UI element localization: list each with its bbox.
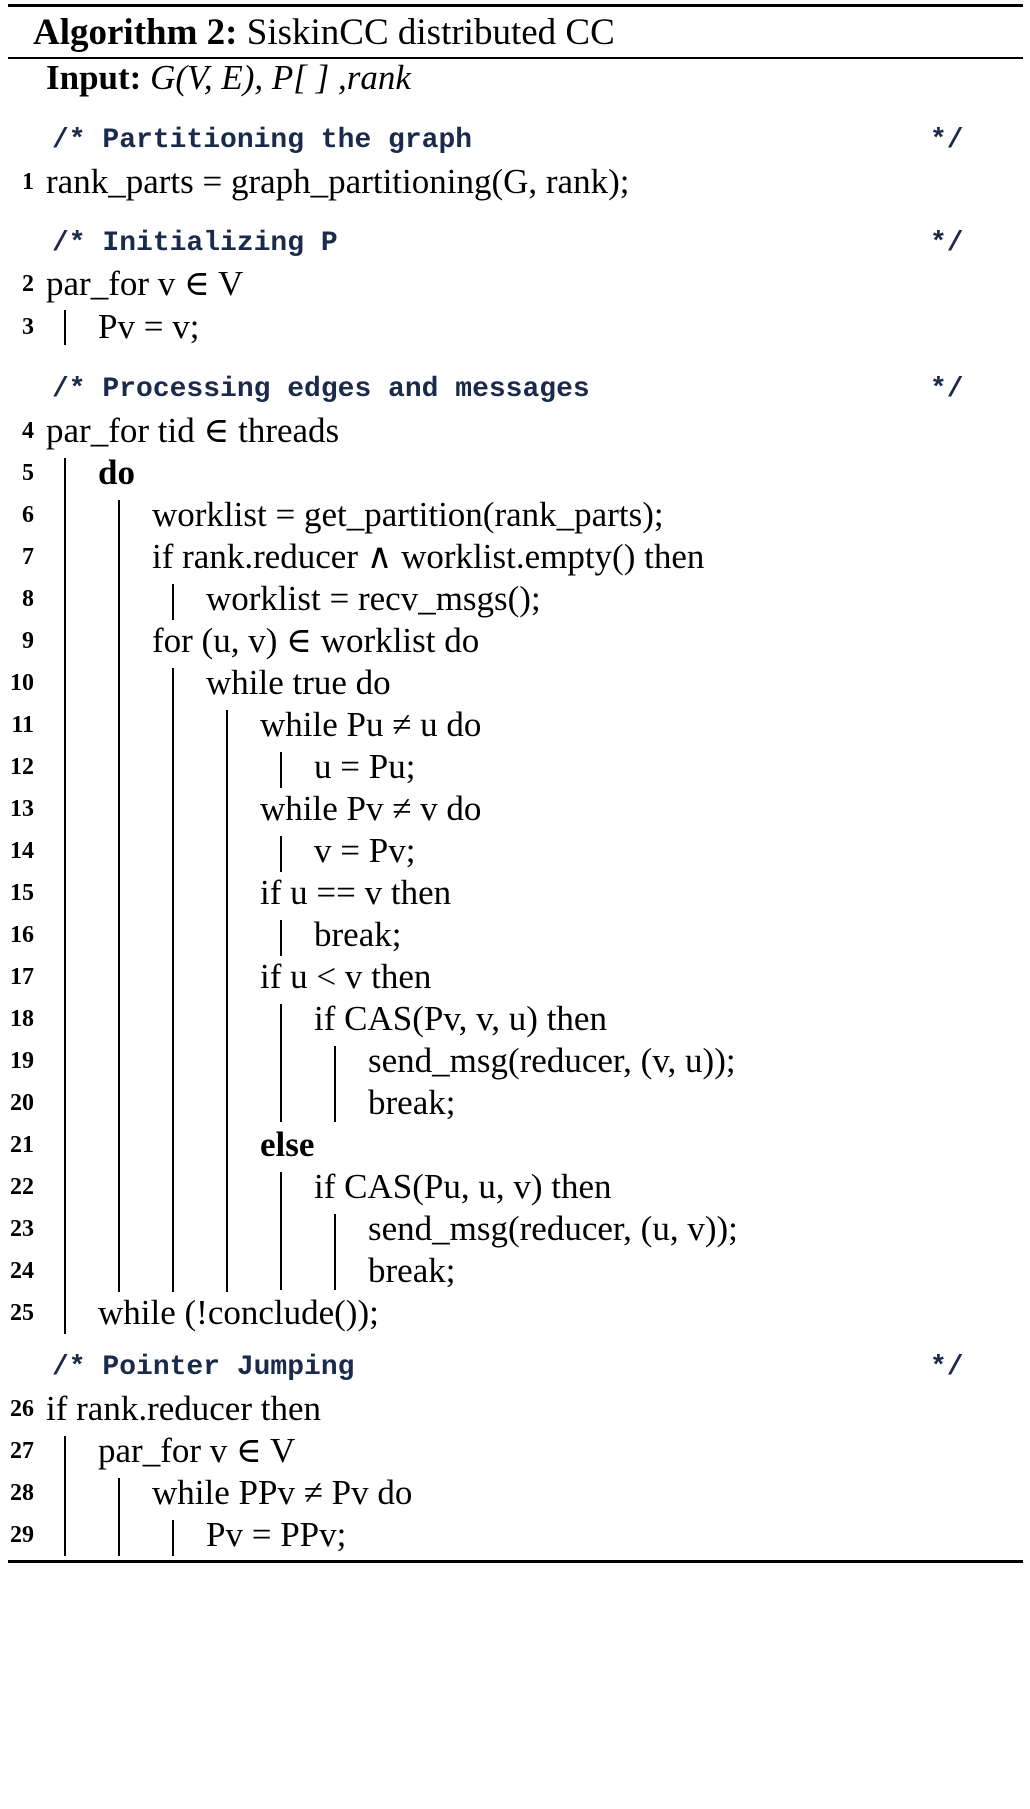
line-text: v = Pv; — [314, 831, 416, 870]
line-number: 12 — [10, 754, 34, 780]
line-text: break; — [314, 915, 402, 954]
line-number: 18 — [10, 1006, 34, 1032]
block-bar — [280, 836, 282, 872]
line-number: 5 — [22, 460, 34, 486]
line-number: 13 — [10, 796, 34, 822]
block-bar — [334, 1214, 336, 1290]
block-bar — [118, 1478, 120, 1556]
algorithm-title — [33, 8, 615, 58]
block-bar — [172, 584, 174, 620]
top-rule — [8, 4, 1023, 7]
block-bar — [280, 752, 282, 788]
line-number: 26 — [10, 1396, 34, 1422]
line-number: 20 — [10, 1090, 34, 1116]
line-text: worklist = recv_msgs(); — [206, 579, 541, 618]
block-bar — [280, 1004, 282, 1122]
comment-end: */ — [930, 125, 964, 156]
line-text: do — [98, 453, 135, 492]
line-number: 17 — [10, 964, 34, 990]
comment-end: */ — [930, 374, 964, 405]
line-text: while Pu ≠ u do — [260, 705, 482, 744]
line-number: 3 — [22, 314, 34, 340]
line-number: 4 — [22, 418, 34, 444]
line-text: if rank.reducer then — [46, 1389, 321, 1428]
line-number: 8 — [22, 586, 34, 612]
block-bar — [64, 310, 66, 345]
line-text: while true do — [206, 663, 391, 702]
line-text: while Pv ≠ v do — [260, 789, 482, 828]
line-number: 1 — [22, 169, 34, 195]
line-text: send_msg(reducer, (v, u)); — [368, 1041, 736, 1080]
line-text: if rank.reducer ∧ worklist.empty() then — [152, 537, 705, 576]
line-text: Pv = v; — [98, 307, 200, 346]
block-bar — [226, 710, 228, 1292]
block-bar — [280, 1172, 282, 1290]
line-number: 11 — [11, 712, 34, 738]
line-number: 21 — [10, 1132, 34, 1158]
line-text: Pv = PPv; — [206, 1515, 347, 1554]
line-number: 24 — [10, 1258, 34, 1284]
line-text: if u < v then — [260, 957, 432, 996]
input-label: Input: — [46, 58, 142, 97]
line-text: break; — [368, 1083, 456, 1122]
block-bar — [172, 668, 174, 1292]
line-number: 23 — [10, 1216, 34, 1242]
comment-partitioning: /* Partitioning the graph — [52, 125, 473, 156]
line-text: par_for tid ∈ threads — [46, 411, 340, 450]
line-number: 6 — [22, 502, 34, 528]
line-text: if CAS(Pu, u, v) then — [314, 1167, 612, 1206]
line-text: u = Pu; — [314, 747, 416, 786]
comment-end: */ — [930, 228, 964, 259]
line-text: send_msg(reducer, (u, v)); — [368, 1209, 738, 1248]
line-text: rank_parts = graph_partitioning(G, rank); — [46, 162, 630, 201]
line-text: if CAS(Pv, v, u) then — [314, 999, 607, 1038]
block-bar — [334, 1046, 336, 1122]
line-number: 25 — [10, 1300, 34, 1326]
block-bar — [118, 500, 120, 1292]
line-text: worklist = get_partition(rank_parts); — [152, 495, 664, 534]
comment-initializing: /* Initializing P — [52, 228, 338, 259]
line-number: 14 — [10, 838, 34, 864]
comment-pointer-jumping: /* Pointer Jumping — [52, 1352, 355, 1383]
line-text: if u == v then — [260, 873, 452, 912]
input-value: G(V, E), P[ ] ,rank — [150, 58, 411, 97]
line-number: 28 — [10, 1480, 34, 1506]
line-text: for (u, v) ∈ worklist do — [152, 621, 480, 660]
line-number: 29 — [10, 1522, 34, 1548]
comment-processing: /* Processing edges and messages — [52, 374, 590, 405]
line-text: par_for v ∈ V — [46, 264, 244, 303]
block-bar — [280, 920, 282, 956]
block-bar — [172, 1520, 174, 1556]
line-number: 19 — [10, 1048, 34, 1074]
bottom-rule — [8, 1560, 1023, 1563]
line-number: 9 — [22, 628, 34, 654]
line-number: 16 — [10, 922, 34, 948]
line-number: 15 — [10, 880, 34, 906]
line-number: 22 — [10, 1174, 34, 1200]
line-text: break; — [368, 1251, 456, 1290]
block-bar — [64, 458, 66, 1334]
line-text: while (!conclude()); — [98, 1293, 379, 1332]
algorithm-label: Algorithm 2: — [33, 12, 238, 53]
algorithm-name: SiskinCC distributed CC — [246, 12, 615, 53]
line-text: while PPv ≠ Pv do — [152, 1473, 413, 1512]
line-number: 27 — [10, 1438, 34, 1464]
line-text: par_for v ∈ V — [98, 1431, 296, 1470]
block-bar — [64, 1436, 66, 1556]
line-number: 2 — [22, 271, 34, 297]
line-number: 10 — [10, 670, 34, 696]
line-number: 7 — [22, 544, 34, 570]
comment-end: */ — [930, 1352, 964, 1383]
line-text: else — [260, 1125, 315, 1164]
